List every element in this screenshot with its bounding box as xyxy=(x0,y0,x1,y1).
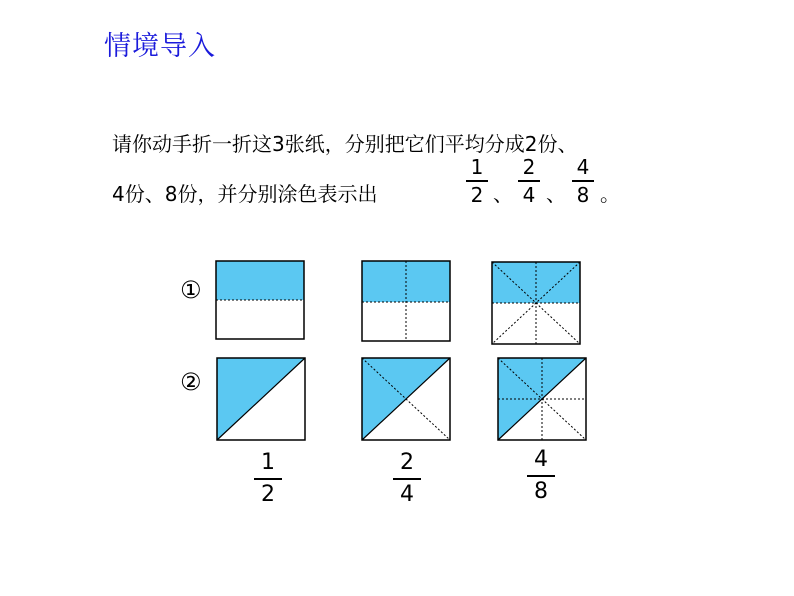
fraction-numerator: 2 xyxy=(522,155,536,179)
fraction-numerator: 4 xyxy=(576,155,590,179)
fraction-bar xyxy=(393,478,421,480)
paper-row1-quarters xyxy=(362,261,452,343)
paper-row1-eighths xyxy=(492,262,582,346)
fraction-bar xyxy=(572,180,594,182)
fraction-denominator: 2 xyxy=(261,482,275,507)
fraction-bar xyxy=(527,475,555,477)
period: 。 xyxy=(600,182,620,206)
fraction-bar xyxy=(518,180,540,182)
paper-row2-quarters xyxy=(362,358,452,442)
fraction-numerator: 1 xyxy=(470,155,484,179)
fraction-bar xyxy=(466,180,488,182)
row-marker-1: ① xyxy=(180,276,202,304)
fraction-numerator: 4 xyxy=(534,447,548,472)
fraction-denominator: 8 xyxy=(534,479,548,504)
row-marker-2: ② xyxy=(180,368,202,396)
bottom-fraction-4-8 xyxy=(523,447,559,505)
paper-row2-half xyxy=(217,358,307,442)
bottom-fraction-2-4 xyxy=(389,450,425,508)
shaded-region xyxy=(216,261,304,300)
separator: 、 xyxy=(493,182,513,206)
inline-fraction-2-4 xyxy=(514,155,544,207)
inline-fraction-4-8 xyxy=(568,155,598,207)
separator: 、 xyxy=(546,182,566,206)
bottom-fraction-1-2 xyxy=(250,450,286,508)
paper-row1-half xyxy=(216,261,306,341)
page-title: 情境导入 xyxy=(104,31,216,62)
fraction-numerator: 1 xyxy=(261,450,275,475)
fraction-denominator: 4 xyxy=(400,482,414,507)
paper-row2-eighths xyxy=(498,358,588,442)
instruction-line-1: 请你动手折一折这3张纸，分别把它们平均分成2份、 xyxy=(112,132,578,156)
instruction-line-2: 4份、8份，并分别涂色表示出 xyxy=(112,182,378,206)
fraction-bar xyxy=(254,478,282,480)
fraction-denominator: 2 xyxy=(470,183,484,207)
fraction-numerator: 2 xyxy=(400,450,414,475)
fraction-denominator: 8 xyxy=(576,183,590,207)
inline-fraction-1-2 xyxy=(462,155,492,207)
fraction-denominator: 4 xyxy=(522,183,536,207)
